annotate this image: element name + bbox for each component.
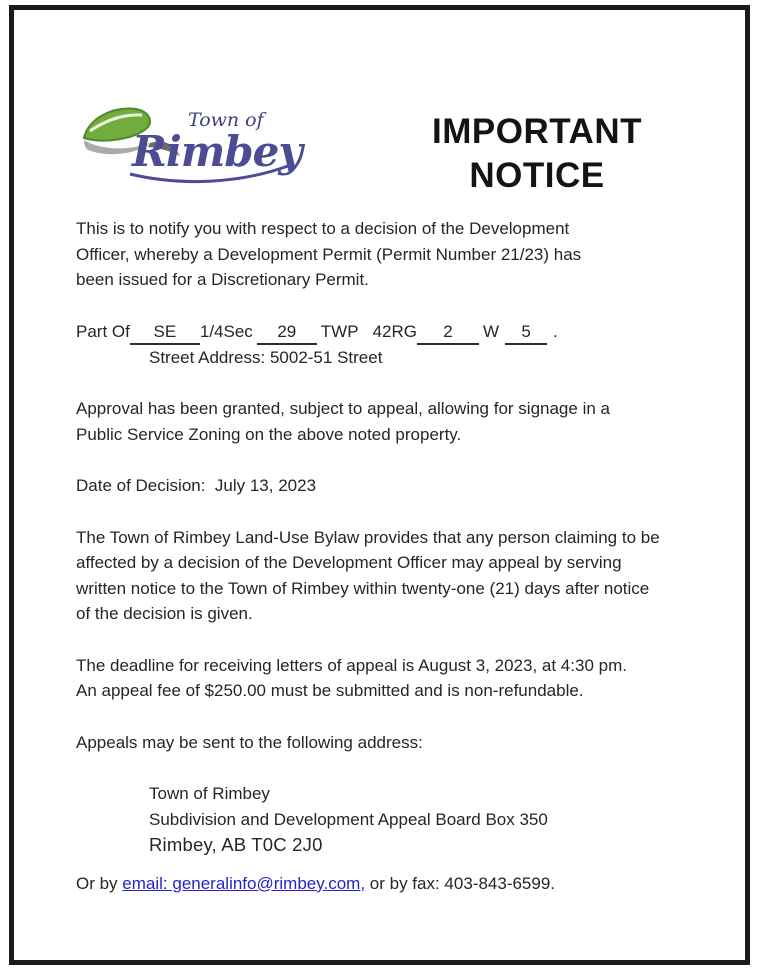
contact-prefix: Or by <box>76 873 123 893</box>
title-line-1: IMPORTANT <box>432 112 642 151</box>
logo-wordmark <box>130 109 305 182</box>
text-line: Approval has been granted, subject to appeal, allowing for signage in a <box>76 399 610 418</box>
notice-page <box>9 5 750 965</box>
appeals-intro-line <box>76 730 715 756</box>
text-line: Officer, whereby a Development Permit (Permit Number 21/23) has <box>76 244 582 264</box>
text-line: The Town of Rimbey Land-Use Bylaw provides that any person claiming to be <box>76 527 660 547</box>
range-value: 2 <box>417 321 479 345</box>
meridian-value: 5 <box>505 321 547 345</box>
contact-line <box>76 871 715 897</box>
quarter-section-value: SE <box>130 321 200 345</box>
street-address: Street Address: 5002-51 Street <box>149 347 383 367</box>
quarter-section-label: 1/4Sec <box>199 321 253 341</box>
text-line: affected by a decision of the Development Officer may appeal by serving <box>76 553 622 572</box>
page-title <box>417 110 657 198</box>
address-line: Subdivision and Development Appeal Board Box 350 <box>149 809 548 829</box>
town-of-rimbey-logo <box>76 98 316 184</box>
legal-description-block <box>76 319 715 371</box>
text-line: Public Service Zoning on the above noted property. <box>76 424 462 444</box>
text-line: written notice to the Town of Rimbey within twenty-one (21) days after notice <box>76 578 650 598</box>
address-line: Town of Rimbey <box>149 784 270 803</box>
contact-suffix: or by fax: 403-843-6599. <box>365 873 556 893</box>
meridian-label: W <box>483 321 500 341</box>
address-line: Rimbey, AB T0C 2J0 <box>149 834 323 855</box>
legal-description-line <box>76 319 715 345</box>
decision-date: Date of Decision: July 13, 2023 <box>76 476 317 495</box>
township-value: 42 <box>372 321 392 341</box>
decision-date-line <box>76 473 715 499</box>
title-line-2: NOTICE <box>469 156 605 195</box>
appeals-intro: Appeals may be sent to the following address: <box>76 732 423 752</box>
notice-content <box>14 98 745 896</box>
email-link[interactable]: email: generalinfo@rimbey.com, <box>122 873 366 893</box>
legal-suffix: . <box>553 321 558 341</box>
header <box>76 98 715 198</box>
text-line: The deadline for receiving letters of appeal is August 3, 2023, at 4:30 pm. <box>76 655 627 675</box>
approval-paragraph <box>76 396 715 447</box>
logo-top-text: Town of <box>188 109 264 131</box>
bylaw-paragraph <box>76 525 715 627</box>
legal-prefix: Part Of <box>76 321 130 341</box>
text-line: of the decision is given. <box>76 604 253 623</box>
section-value: 29 <box>257 321 317 345</box>
appeal-address-block <box>149 781 715 858</box>
text-line: This is to notify you with respect to a decision of the Development <box>76 219 570 238</box>
range-label: RG <box>391 321 417 341</box>
notice-intro-paragraph <box>76 216 715 293</box>
deadline-paragraph <box>76 653 715 704</box>
township-label: TWP <box>320 321 359 341</box>
text-line: been issued for a Discretionary Permit. <box>76 270 369 289</box>
text-line: An appeal fee of $250.00 must be submitted and is non-refundable. <box>76 681 584 700</box>
logo-name-text: Rimbey <box>132 127 302 176</box>
